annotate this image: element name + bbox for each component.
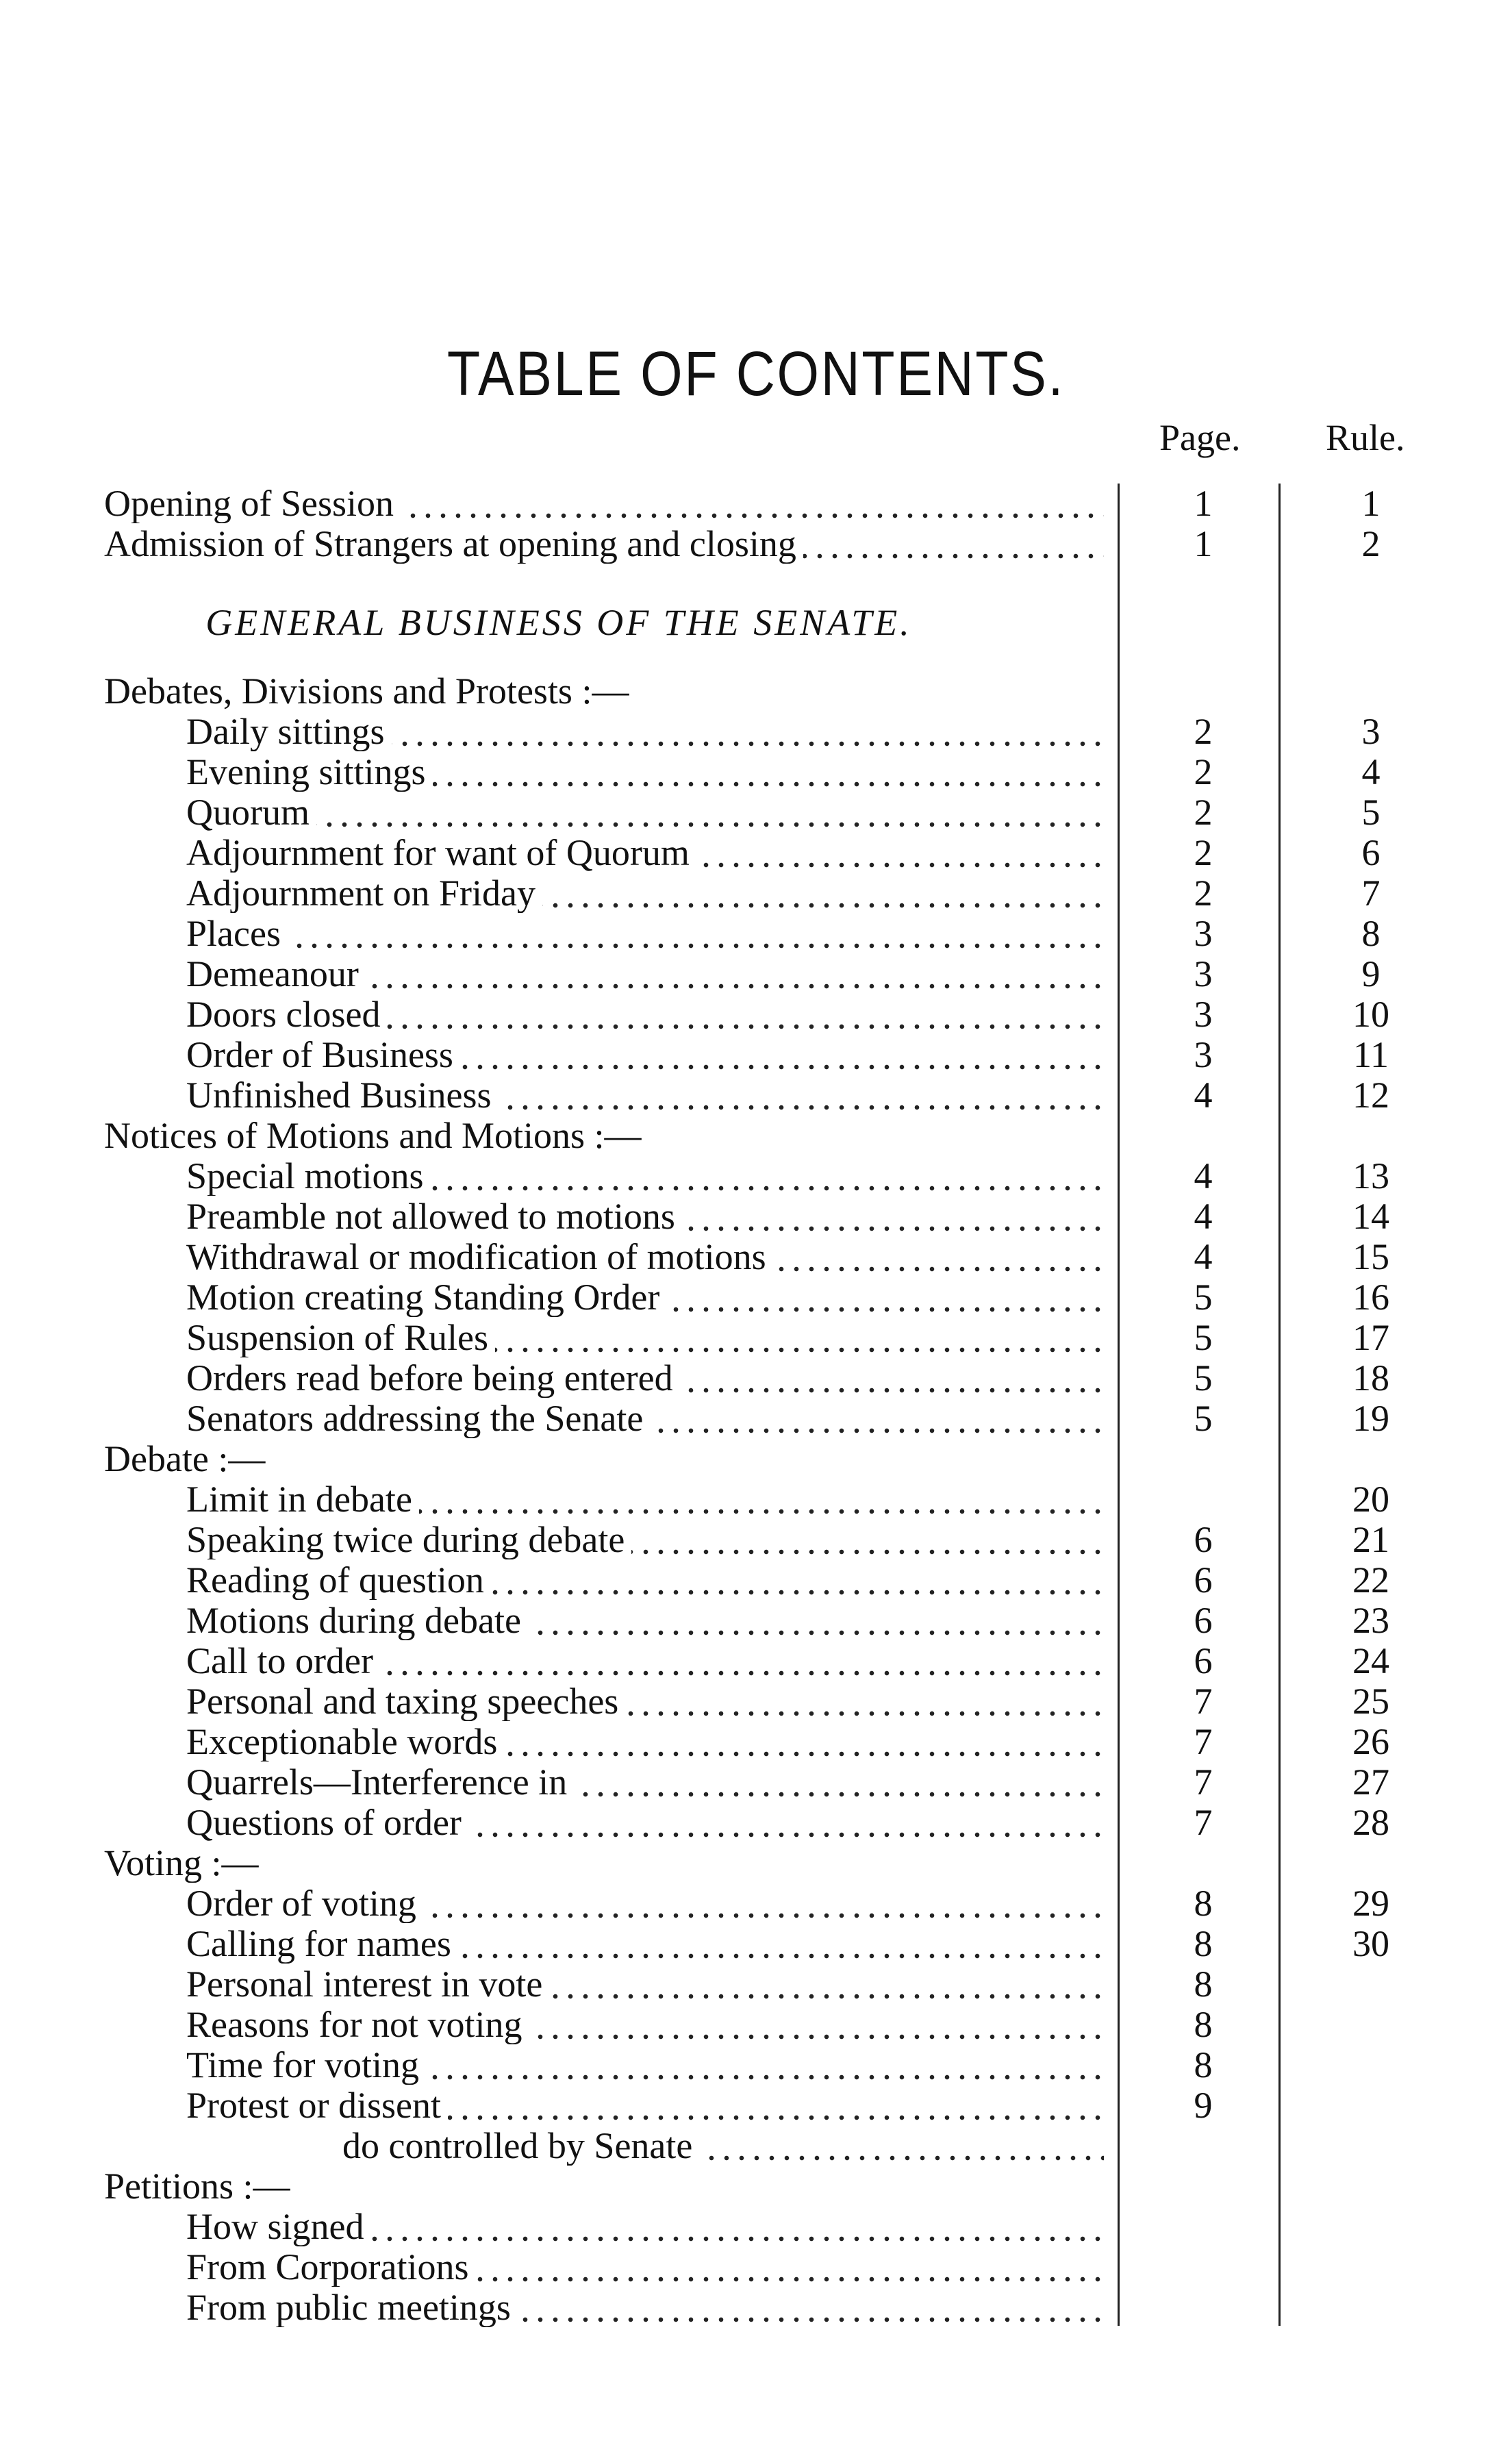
toc-entry xyxy=(0,2126,1512,2166)
toc-entry-title: How signed xyxy=(186,2207,370,2246)
toc-entry-title: Questions of order xyxy=(186,1803,468,1842)
toc-entry-page: 3 xyxy=(1194,994,1213,1035)
page-title: TABLE OF CONTENTS. xyxy=(446,339,1066,409)
toc-entry-text-wrap xyxy=(186,1399,1104,1438)
toc-entry-text-wrap xyxy=(104,484,1104,523)
toc-entry-title: Places xyxy=(186,914,288,953)
toc-entry-title: Exceptionable words xyxy=(186,1722,504,1761)
toc-entry xyxy=(0,1722,1512,1761)
toc-entry-page: 6 xyxy=(1194,1640,1213,1681)
toc-entry-page: 5 xyxy=(1194,1277,1213,1318)
toc-entry-title: Special motions xyxy=(186,1156,430,1196)
toc-entry-rule: 2 xyxy=(1361,523,1381,564)
toc-entry xyxy=(0,2287,1512,2327)
toc-entry-page: 4 xyxy=(1194,1236,1213,1277)
toc-entry-text-wrap xyxy=(186,1479,1104,1519)
toc-entry xyxy=(0,833,1512,873)
toc-entry xyxy=(0,524,1512,564)
toc-entry-page: 6 xyxy=(1194,1559,1213,1601)
toc-entry-title: Admission of Strangers at opening and closing xyxy=(104,524,803,564)
toc-entry xyxy=(0,2085,1512,2125)
toc-entry-page: 7 xyxy=(1194,1681,1213,1722)
toc-entry xyxy=(0,1196,1512,1236)
toc-entry-text-wrap xyxy=(186,994,1104,1034)
toc-entry-text-wrap xyxy=(186,1196,1104,1236)
toc-entry-rule: 13 xyxy=(1352,1155,1389,1196)
toc-entry-page: 2 xyxy=(1194,751,1213,792)
toc-entry xyxy=(0,671,1512,711)
toc-entry xyxy=(0,954,1512,994)
toc-entry-page: 2 xyxy=(1194,711,1213,752)
toc-entry-page: 4 xyxy=(1194,1075,1213,1116)
toc-entry xyxy=(0,1681,1512,1721)
toc-entry-rule: 28 xyxy=(1352,1802,1389,1843)
toc-entry-title: Unfinished Business xyxy=(186,1075,499,1115)
toc-entry xyxy=(0,1237,1512,1277)
toc-entry-title: Debates, Divisions and Protests :— xyxy=(104,671,635,711)
toc-entry-text-wrap xyxy=(186,1883,1104,1923)
toc-entry-text-wrap xyxy=(186,1722,1104,1761)
toc-entry-page: 6 xyxy=(1194,1519,1213,1560)
toc-entry xyxy=(0,1924,1512,1964)
toc-entry-page: 6 xyxy=(1194,1600,1213,1641)
toc-entry xyxy=(0,2005,1512,2044)
toc-entry-title: Daily sittings xyxy=(186,712,392,751)
toc-entry xyxy=(0,1075,1512,1115)
toc-entry xyxy=(0,994,1512,1034)
toc-entry-page: 3 xyxy=(1194,1034,1213,1075)
toc-entry-text-wrap xyxy=(186,2085,1104,2125)
toc-entry-rule: 3 xyxy=(1361,711,1381,752)
toc-entry-page: 7 xyxy=(1194,1721,1213,1762)
toc-entry-rule: 12 xyxy=(1352,1075,1389,1116)
toc-entry-title: Motion creating Standing Order xyxy=(186,1277,666,1317)
toc-entry-text-wrap xyxy=(186,1762,1104,1802)
toc-entry-text-wrap xyxy=(104,1116,1104,1155)
toc-entry-text-wrap xyxy=(104,1439,1104,1479)
toc-entry-text-wrap xyxy=(186,1237,1104,1277)
toc-entry-rule: 7 xyxy=(1361,873,1381,914)
toc-entry-title: Speaking twice during debate xyxy=(186,1520,631,1559)
toc-entry-title: Reasons for not voting xyxy=(186,2005,529,2044)
toc-entry-rule: 29 xyxy=(1352,1883,1389,1924)
toc-entry-title: Call to order xyxy=(186,1641,380,1681)
toc-entry-rule: 22 xyxy=(1352,1559,1389,1601)
toc-entry xyxy=(0,873,1512,913)
toc-entry-page: 9 xyxy=(1194,2085,1213,2126)
toc-entry-rule: 30 xyxy=(1352,1923,1389,1964)
toc-entry-title: Personal interest in vote xyxy=(186,1964,549,2004)
toc-entry-text-wrap xyxy=(186,2207,1104,2246)
toc-entry-rule: 9 xyxy=(1361,953,1381,994)
toc-entry-rule: 17 xyxy=(1352,1317,1389,1358)
toc-entry-text-wrap xyxy=(186,1520,1104,1559)
toc-entry-title: Quarrels—Interference in xyxy=(186,1762,574,1802)
toc-entry-rule: 8 xyxy=(1361,913,1381,954)
toc-entry-page: 3 xyxy=(1194,953,1213,994)
toc-entry-page: 8 xyxy=(1194,1923,1213,1964)
page-column-header: Page. xyxy=(1159,417,1241,458)
toc-entry-page: 3 xyxy=(1194,913,1213,954)
toc-entry-page: 5 xyxy=(1194,1317,1213,1358)
toc-entry-rule: 24 xyxy=(1352,1640,1389,1681)
toc-entry xyxy=(0,2166,1512,2206)
toc-entry-rule: 1 xyxy=(1361,483,1381,524)
toc-entry-page: 2 xyxy=(1194,873,1213,914)
toc-entry-page: 8 xyxy=(1194,1883,1213,1924)
toc-entry-rule: 15 xyxy=(1352,1236,1389,1277)
toc-entry-rule: 14 xyxy=(1352,1196,1389,1237)
toc-entry-text-wrap xyxy=(186,1156,1104,1196)
toc-entry-text-wrap xyxy=(186,1964,1104,2004)
toc-entry-text-wrap xyxy=(186,1924,1104,1964)
toc-entry-title: Protest or dissent xyxy=(186,2085,448,2125)
toc-entry-title: Suspension of Rules xyxy=(186,1318,495,1357)
toc-entry-page: 2 xyxy=(1194,832,1213,873)
toc-entry-rule: 21 xyxy=(1352,1519,1389,1560)
toc-entry-title: Limit in debate xyxy=(186,1479,419,1519)
toc-entry-title: Withdrawal or modification of motions xyxy=(186,1237,773,1277)
toc-entry-title: Order of Business xyxy=(186,1035,460,1075)
section-heading: GENERAL BUSINESS OF THE SENATE. xyxy=(205,602,912,643)
toc-entry-text-wrap xyxy=(186,792,1104,832)
toc-entry-text-wrap xyxy=(186,1075,1104,1115)
toc-entry-title: Senators addressing the Senate xyxy=(186,1399,650,1438)
toc-entry-title: Motions during debate xyxy=(186,1601,528,1640)
toc-entry xyxy=(0,792,1512,832)
toc-entry-text-wrap xyxy=(186,1803,1104,1842)
toc-entry-text-wrap xyxy=(186,1318,1104,1357)
toc-entry xyxy=(0,752,1512,792)
toc-entry-title: Doors closed xyxy=(186,994,387,1034)
toc-entry-title: Reading of question xyxy=(186,1560,491,1600)
toc-entry-text-wrap xyxy=(186,954,1104,994)
toc-entry-text-wrap xyxy=(104,524,1104,564)
toc-entry-rule: 11 xyxy=(1353,1034,1389,1075)
toc-entry-title: Order of voting xyxy=(186,1883,423,1923)
toc-entry-rule: 26 xyxy=(1352,1721,1389,1762)
toc-entry xyxy=(0,1035,1512,1075)
toc-entry-title: Demeanour xyxy=(186,954,366,994)
toc-entry-title: do controlled by Senate xyxy=(342,2126,699,2166)
toc-entry xyxy=(0,1116,1512,1155)
toc-entry xyxy=(0,1479,1512,1519)
toc-entry xyxy=(0,1803,1512,1842)
toc-entry xyxy=(0,1601,1512,1640)
toc-entry-rule: 19 xyxy=(1352,1398,1389,1439)
toc-entry xyxy=(0,1883,1512,1923)
toc-entry xyxy=(0,2207,1512,2246)
toc-entry xyxy=(0,2247,1512,2287)
toc-entry xyxy=(0,914,1512,953)
toc-entry-rule: 25 xyxy=(1352,1681,1389,1722)
toc-entry-title: Personal and taxing speeches xyxy=(186,1681,625,1721)
toc-entry-text-wrap xyxy=(186,712,1104,751)
toc-entry-text-wrap xyxy=(342,2126,1104,2166)
toc-entry xyxy=(0,1520,1512,1559)
toc-entry-page: 7 xyxy=(1194,1761,1213,1803)
toc-entry xyxy=(0,1843,1512,1883)
toc-entry-title: Adjournment for want of Quorum xyxy=(186,833,696,873)
toc-entry xyxy=(0,1641,1512,1681)
toc-entry-text-wrap xyxy=(104,1843,1104,1883)
toc-entry-title: Voting :— xyxy=(104,1843,266,1883)
toc-entry-title: Quorum xyxy=(186,792,316,832)
toc-entry-rule: 20 xyxy=(1352,1479,1389,1520)
toc-entry-page: 4 xyxy=(1194,1196,1213,1237)
toc-entry-rule: 27 xyxy=(1352,1761,1389,1803)
toc-entry-text-wrap xyxy=(186,2247,1104,2287)
toc-entry-title: Debate :— xyxy=(104,1439,272,1479)
toc-entry-title: From public meetings xyxy=(186,2287,518,2327)
toc-entry xyxy=(0,1560,1512,1600)
toc-entry xyxy=(0,484,1512,523)
toc-entry-text-wrap xyxy=(186,2005,1104,2044)
toc-entry-title: Opening of Session xyxy=(104,484,401,523)
toc-entry-page: 1 xyxy=(1194,483,1213,524)
toc-entry-page: 1 xyxy=(1194,523,1213,564)
toc-entry-page: 5 xyxy=(1194,1398,1213,1439)
toc-entry-page: 4 xyxy=(1194,1155,1213,1196)
toc-entry-title: Orders read before being entered xyxy=(186,1358,680,1398)
toc-entry-rule: 23 xyxy=(1352,1600,1389,1641)
toc-entry-text-wrap xyxy=(186,2045,1104,2085)
toc-entry-text-wrap xyxy=(186,1277,1104,1317)
rule-column-header: Rule. xyxy=(1326,417,1405,458)
toc-entry-title: From Corporations xyxy=(186,2247,476,2287)
toc-entry-page: 8 xyxy=(1194,2004,1213,2045)
toc-entry-text-wrap xyxy=(186,873,1104,913)
toc-entry-text-wrap xyxy=(104,2166,1104,2206)
toc-entry-page: 5 xyxy=(1194,1357,1213,1399)
toc-entry xyxy=(0,1277,1512,1317)
toc-entry-rule: 18 xyxy=(1352,1357,1389,1399)
toc-entry-text-wrap xyxy=(186,1681,1104,1721)
toc-entry-text-wrap xyxy=(186,1035,1104,1075)
toc-entry-text-wrap xyxy=(186,1601,1104,1640)
toc-entry xyxy=(0,1156,1512,1196)
toc-entry-page: 7 xyxy=(1194,1802,1213,1843)
toc-entry xyxy=(0,1399,1512,1438)
toc-entry xyxy=(0,1964,1512,2004)
toc-entry-rule: 4 xyxy=(1361,751,1381,792)
toc-entry-title: Preamble not allowed to motions xyxy=(186,1196,682,1236)
toc-entry xyxy=(0,1358,1512,1398)
toc-entry-title: Time for voting xyxy=(186,2045,426,2085)
toc-entry-text-wrap xyxy=(186,914,1104,953)
toc-entry-title: Evening sittings xyxy=(186,752,433,792)
toc-entry-text-wrap xyxy=(104,671,1104,711)
toc-entry-title: Calling for names xyxy=(186,1924,458,1964)
toc-entry-page: 8 xyxy=(1194,2044,1213,2085)
toc-entry-text-wrap xyxy=(186,833,1104,873)
toc-entry-title: Adjournment on Friday xyxy=(186,873,542,913)
toc-entry-text-wrap xyxy=(186,1358,1104,1398)
toc-entry-text-wrap xyxy=(186,2287,1104,2327)
toc-entry-title: Petitions :— xyxy=(104,2166,297,2206)
toc-entry-rule: 6 xyxy=(1361,832,1381,873)
toc-entry-rule: 10 xyxy=(1352,994,1389,1035)
toc-entry xyxy=(0,1762,1512,1802)
toc-entry xyxy=(0,1439,1512,1479)
toc-entry-rule: 16 xyxy=(1352,1277,1389,1318)
toc-entry-page: 8 xyxy=(1194,1964,1213,2005)
toc-entry xyxy=(0,712,1512,751)
toc-entry-rule: 5 xyxy=(1361,792,1381,833)
toc-entry-text-wrap xyxy=(186,1560,1104,1600)
toc-entry xyxy=(0,2045,1512,2085)
toc-entry-text-wrap xyxy=(186,752,1104,792)
toc-entry xyxy=(0,1318,1512,1357)
toc-entry-title: Notices of Motions and Motions :— xyxy=(104,1116,648,1155)
toc-entry-text-wrap xyxy=(186,1641,1104,1681)
toc-entry-page: 2 xyxy=(1194,792,1213,833)
